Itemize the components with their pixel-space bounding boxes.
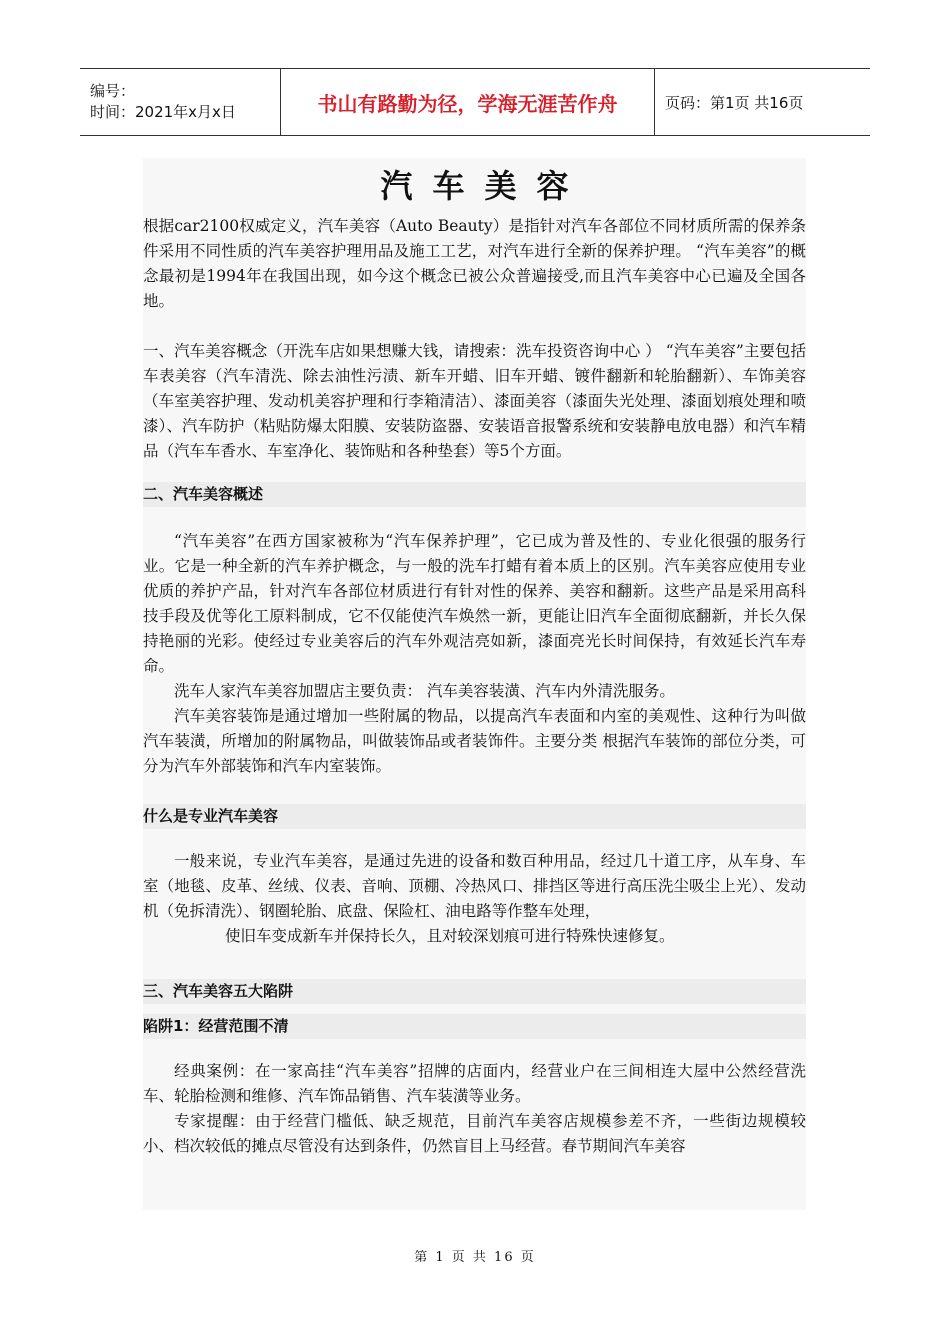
decoration-paragraph: 汽车美容装饰是通过增加一些附属的物品，以提高汽车表面和内室的美观性、这种行为叫做汽车装潢，所增加的附属物品，叫做装饰品或者装饰件。主要分类 根据汽车装饰的部位分类，可分为汽车外部装饰和汽车内室装饰。 [143,707,806,775]
document-body [143,158,806,1210]
page-footer: 第 1 页 共 16 页 [414,1250,536,1265]
document-title: 汽车美容 [380,167,589,205]
section-heading-overview: 二、汽车美容概述 [143,482,806,507]
professional-paragraph-end: 使旧车变成新车并保持长久，且对较深划痕可进行特殊快速修复。 [225,927,675,945]
intro-paragraph: 根据car2100权威定义，汽车美容（Auto Beauty）是指针对汽车各部位不同材质所需的保养条件采用不同性质的汽车美容护理用品及施工工艺，对汽车进行全新的保养护理。 “汽车美容”的概念最初是1994年在我国出现，如今这个概念已被公众普遍接受,而且汽车美容中心已遍及全国各地。 [143,217,806,310]
expert-paragraph: 专家提醒：由于经营门槛低、缺乏规范，目前汽车美容店规模参差不齐，一些街边规模较小、档次较低的摊点尽管没有达到条件，仍然盲目上马经营。春节期间汽车美容 [143,1112,806,1155]
document-number-label: 编号： [90,82,136,100]
header-meta [80,69,280,135]
professional-paragraph: 一般来说，专业汽车美容，是通过先进的设备和数百种用品，经过几十道工序，从车身、车室（地毯、皮革、丝绒、仪表、音响、顶棚、冷热风口、排挡区等进行高压洗尘吸尘上光）、发动机（免拆清洗）、钢圈轮胎、底盘、保险杠、油电路等作整车处理， [143,852,806,920]
trap-1-heading: 陷阱1：经营范围不清 [143,1014,806,1039]
header-page-info: 页码：第1页 共16页 [665,93,804,112]
header-motto [280,69,655,135]
case-paragraph: 经典案例：在一家高挂“汽车美容”招牌的店面内，经营业户在三间相连大屋中公然经营洗车、轮胎检测和维修、汽车饰品销售、汽车装潢等业务。 [143,1062,806,1105]
motto-text: 书山有路勤为径，学海无涯苦作舟 [317,91,618,116]
overview-paragraph: “汽车美容”在西方国家被称为“汽车保养护理”，它已成为普及性的、专业化很强的服务行业。它是一种全新的汽车养护概念，与一般的洗车打蜡有着本质上的区别。汽车美容应使用专业优质的养护产品，针对汽车各部位材质进行有针对性的保养、美容和翻新。这些产品是采用高科技手段及优等化工原料制成，它不仅能使汽车焕然一新，更能让旧汽车全面彻底翻新，并长久保持艳丽的光彩。使经过专业美容后的汽车外观洁亮如新，漆面亮光长时间保持，有效延长汽车寿命。 [143,532,806,675]
franchise-paragraph: 洗车人家汽车美容加盟店主要负责： 汽车美容装潢、汽车内外清洗服务。 [174,682,675,700]
document-date: 时间：2021年x月x日 [90,103,236,121]
concept-paragraph: 一、汽车美容概念（开洗车店如果想赚大钱，请搜索：洗车投资咨询中心 ） “汽车美容”主要包括车表美容（汽车清洗、除去油性污渍、新车开蜡、旧车开蜡、镀件翻新和轮胎翻新）、车饰美容（车室美容护理、发动机美容护理和行李箱清洁）、漆面美容（漆面失光处理、漆面划痕处理和喷漆）、汽车防护（粘贴防爆太阳膜、安装防盗器、安装语音报警系统和安装静电放电器）和汽车精品（汽车车香水、车室净化、装饰贴和各种垫套）等5个方面。 [143,342,806,460]
section-heading-professional: 什么是专业汽车美容 [143,804,806,829]
section-heading-traps: 三、汽车美容五大陷阱 [143,979,806,1004]
header-table [80,68,870,136]
